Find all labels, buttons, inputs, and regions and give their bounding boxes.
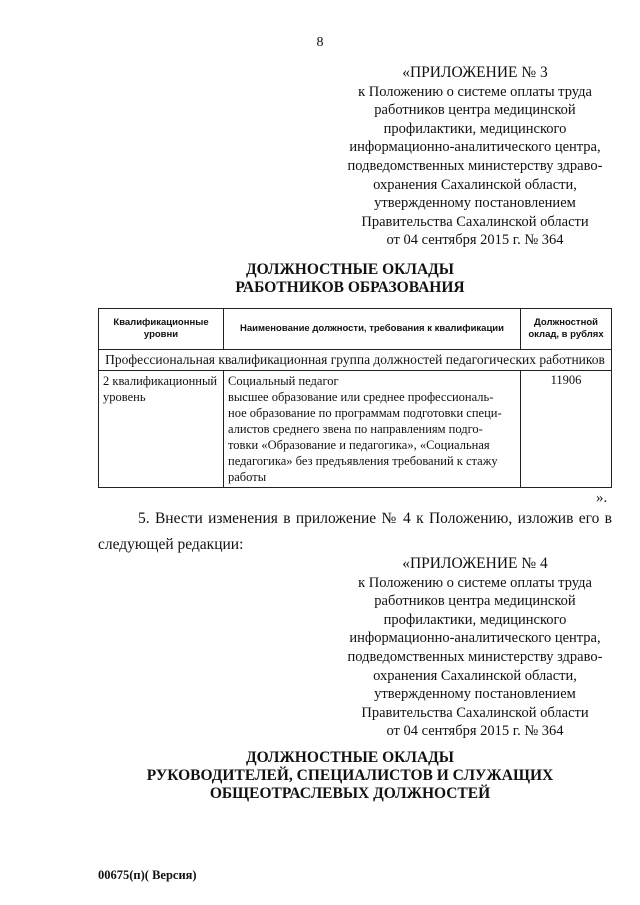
column-header-salary: Должностной оклад, в рублях bbox=[521, 309, 612, 350]
appendix-4-line: охранения Сахалинской области, bbox=[373, 667, 577, 684]
requirement-line: алистов среднего звена по направлениям подго- bbox=[228, 422, 483, 436]
column-header-level: Квалификационные уровни bbox=[99, 309, 224, 350]
appendix-3-line: от 04 сентября 2015 г. № 364 bbox=[386, 232, 564, 249]
appendix-4-line: подведомственных министерству здраво- bbox=[347, 648, 603, 665]
appendix-3-header bbox=[330, 64, 620, 250]
heading-line: РАБОТНИКОВ ОБРАЗОВАНИЯ bbox=[235, 279, 465, 296]
appendix-3-line: утвержденному постановлением bbox=[374, 195, 576, 212]
appendix-3-title: «ПРИЛОЖЕНИЕ № 3 bbox=[402, 64, 548, 81]
heading-line: РУКОВОДИТЕЛЕЙ, СПЕЦИАЛИСТОВ И СЛУЖАЩИХ bbox=[146, 767, 554, 784]
paragraph-5-line-2: следующей редакции: bbox=[98, 536, 244, 553]
appendix-4-line: к Положению о системе оплаты труда bbox=[358, 574, 592, 591]
level-cell: 2 квалификационный уровень bbox=[99, 371, 224, 488]
salary-table bbox=[98, 308, 612, 488]
group-title: Профессиональная квалификационная группа должностей педагогических работников bbox=[99, 350, 612, 371]
paragraph-5-line-1: 5. Внести изменения в приложение № 4 к Положению, изложив его в bbox=[138, 510, 612, 527]
appendix-3-line: работников центра медицинской bbox=[374, 102, 576, 119]
section-heading-managers bbox=[40, 749, 640, 803]
heading-line: ДОЛЖНОСТНЫЕ ОКЛАДЫ bbox=[245, 749, 455, 766]
appendix-3-line: профилактики, медицинского bbox=[383, 120, 567, 137]
appendix-4-line: Правительства Сахалинской области bbox=[361, 704, 589, 721]
table-group-row bbox=[99, 350, 612, 371]
heading-line: ОБЩЕОТРАСЛЕВЫХ ДОЛЖНОСТЕЙ bbox=[209, 785, 491, 802]
appendix-4-line: работников центра медицинской bbox=[374, 593, 576, 610]
requirement-line: товки «Образование и педагогика», «Социальная bbox=[228, 438, 490, 452]
appendix-4-line: от 04 сентября 2015 г. № 364 bbox=[386, 723, 564, 740]
appendix-4-line: профилактики, медицинского bbox=[383, 611, 567, 628]
appendix-3-line: к Положению о системе оплаты труда bbox=[358, 83, 592, 100]
salary-cell: 11906 bbox=[521, 371, 612, 488]
position-cell bbox=[224, 371, 521, 488]
page-number: 8 bbox=[316, 35, 324, 50]
appendix-4-line: утвержденному постановлением bbox=[374, 686, 576, 703]
table-row bbox=[99, 371, 612, 488]
closing-quote: ». bbox=[596, 490, 608, 506]
requirement-line: педагогика» без предъявления требований к стажу bbox=[228, 454, 498, 468]
position-title: Социальный педагог bbox=[228, 374, 339, 388]
appendix-3-line: подведомственных министерству здраво- bbox=[347, 157, 603, 174]
appendix-4-header bbox=[330, 555, 620, 741]
column-header-position: Наименование должности, требования к квалификации bbox=[224, 309, 521, 350]
requirement-line: работы bbox=[228, 470, 267, 484]
appendix-4-line: информационно-аналитического центра, bbox=[349, 630, 601, 647]
appendix-3-line: охранения Сахалинской области, bbox=[373, 176, 577, 193]
appendix-3-line: Правительства Сахалинской области bbox=[361, 213, 589, 230]
requirement-line: высшее образование или среднее профессиональ- bbox=[228, 390, 494, 404]
requirement-line: ное образование по программам подготовки специ- bbox=[228, 406, 502, 420]
section-heading-education bbox=[40, 261, 640, 297]
table-header-row bbox=[99, 309, 612, 350]
document-code: 00675(п)( Версия) bbox=[98, 868, 197, 882]
appendix-3-line: информационно-аналитического центра, bbox=[349, 139, 601, 156]
heading-line: ДОЛЖНОСТНЫЕ ОКЛАДЫ bbox=[245, 261, 455, 278]
appendix-4-title: «ПРИЛОЖЕНИЕ № 4 bbox=[402, 555, 548, 572]
